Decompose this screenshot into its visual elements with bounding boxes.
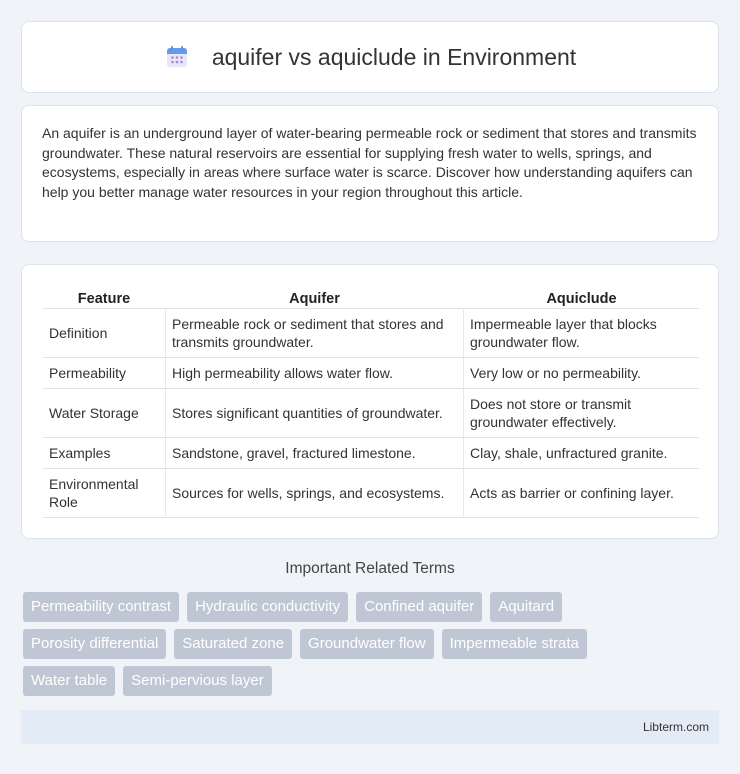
related-term-tag[interactable]: Permeability contrast (23, 592, 179, 622)
feature-cell: Permeability (43, 358, 165, 389)
aquiclude-cell: Clay, shale, unfractured granite. (463, 438, 699, 469)
aquifer-cell: High permeability allows water flow. (165, 358, 463, 389)
calendar-icon (164, 44, 190, 70)
tag-row (23, 592, 723, 622)
aquiclude-cell: Very low or no permeability. (463, 358, 699, 389)
aquiclude-cell: Does not store or transmit groundwater effectively. (463, 389, 699, 438)
header-aquiclude: Aquiclude (463, 285, 699, 309)
aquifer-cell: Sandstone, gravel, fractured limestone. (165, 438, 463, 469)
intro-card (21, 105, 719, 242)
header-feature: Feature (43, 285, 165, 309)
aquiclude-cell: Acts as barrier or confining layer. (463, 469, 699, 518)
table-header-row (43, 285, 699, 309)
related-term-tag[interactable]: Hydraulic conductivity (187, 592, 348, 622)
related-terms-title: Important Related Terms (285, 560, 455, 577)
table-row (43, 309, 699, 358)
footer-site-link[interactable]: Libterm.com (642, 720, 709, 734)
aquiclude-cell: Impermeable layer that blocks groundwater flow. (463, 309, 699, 358)
aquifer-cell: Sources for wells, springs, and ecosystems. (165, 469, 463, 518)
aquifer-cell: Permeable rock or sediment that stores and transmits groundwater. (165, 309, 463, 358)
feature-cell: Examples (43, 438, 165, 469)
header-aquifer: Aquifer (165, 285, 463, 309)
related-term-tag[interactable]: Semi-pervious layer (123, 666, 272, 696)
header-card (21, 21, 719, 93)
related-term-tag[interactable]: Water table (23, 666, 115, 696)
feature-cell: Environmental Role (43, 469, 165, 518)
comparison-card (21, 264, 719, 539)
table-row (43, 438, 699, 469)
feature-cell: Definition (43, 309, 165, 358)
related-term-tag[interactable]: Impermeable strata (442, 629, 587, 659)
footer (21, 710, 719, 744)
related-term-tag[interactable]: Aquitard (490, 592, 562, 622)
table-row (43, 389, 699, 438)
related-term-tag[interactable]: Porosity differential (23, 629, 166, 659)
table-row (43, 469, 699, 518)
page-title: aquifer vs aquiclude in Environment (211, 43, 577, 70)
related-term-tag[interactable]: Saturated zone (174, 629, 292, 659)
related-term-tag[interactable]: Groundwater flow (300, 629, 434, 659)
feature-cell: Water Storage (43, 389, 165, 438)
tag-row (23, 666, 723, 696)
related-term-tag[interactable]: Confined aquifer (356, 592, 482, 622)
aquifer-cell: Stores significant quantities of groundwater. (165, 389, 463, 438)
tag-row (23, 629, 723, 659)
related-terms-list (23, 592, 723, 703)
comparison-table (43, 285, 699, 518)
table-row (43, 358, 699, 389)
intro-text: An aquifer is an underground layer of water-bearing permeable rock or sediment that stores and transmits groundwater. These natural reservoirs are essential for supplying fresh water to wells, springs, and ecosystems, especially in areas where surface water is scarce. Discover how understanding aquifers can help you better manage water resources in your region throughout this article. (42, 125, 697, 200)
